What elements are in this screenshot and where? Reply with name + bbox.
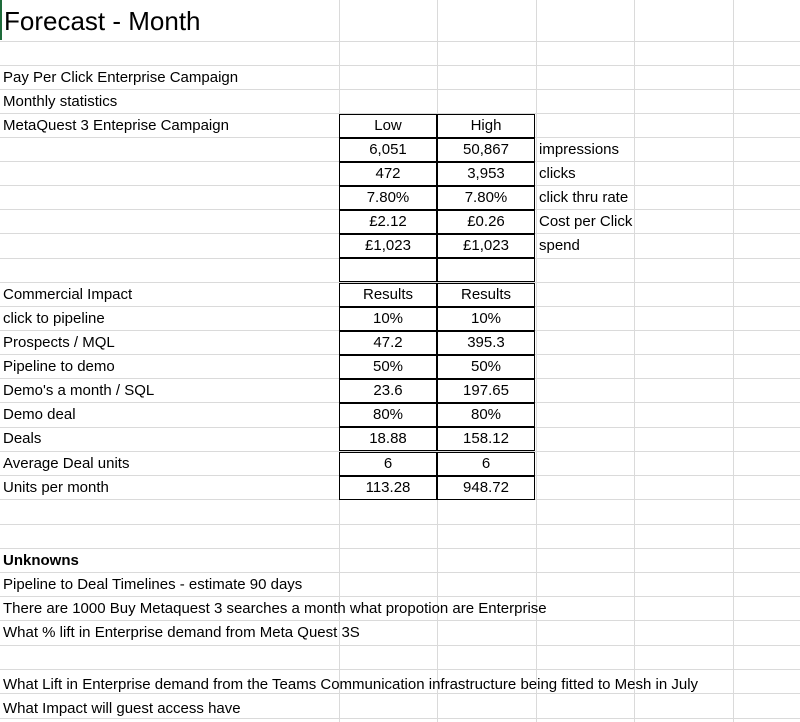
stat-low-value[interactable]: 472 [375, 165, 401, 182]
impact-low-value[interactable]: 47.2 [373, 334, 403, 351]
impact-high-value[interactable]: 395.3 [467, 334, 505, 351]
campaign-label[interactable]: MetaQuest 3 Enteprise Campaign [3, 117, 229, 134]
commercial-impact-heading[interactable]: Commercial Impact [3, 286, 133, 303]
unknown-item[interactable]: What Impact will guest access have [3, 700, 241, 717]
impact-row-label[interactable]: Pipeline to demo [3, 358, 115, 375]
stat-high-value[interactable]: 50,867 [463, 141, 509, 158]
stat-high-value[interactable]: £0.26 [467, 213, 505, 230]
gridline [0, 41, 800, 42]
stat-metric-label[interactable]: impressions [539, 141, 620, 158]
high-header[interactable]: High [470, 117, 502, 134]
impact-low-value[interactable]: 6 [383, 455, 393, 472]
unknown-item[interactable]: There are 1000 Buy Metaquest 3 searches a month what propotion are Enterprise [3, 600, 547, 617]
impact-high-value[interactable]: 80% [470, 406, 502, 423]
campaign-name[interactable]: Pay Per Click Enterprise Campaign [3, 69, 239, 86]
stat-metric-label[interactable]: spend [539, 237, 580, 254]
gridline [0, 645, 800, 646]
impact-high-value[interactable]: 948.72 [463, 479, 509, 496]
unknown-item[interactable]: What % lift in Enterprise demand from Meta Quest 3S [3, 624, 360, 641]
impact-high-value[interactable]: 50% [470, 358, 502, 375]
impact-low-value[interactable]: 113.28 [365, 479, 411, 496]
gridline [0, 524, 800, 525]
impact-low-value[interactable]: 80% [372, 406, 404, 423]
stat-metric-label[interactable]: click thru rate [539, 189, 629, 206]
impact-row-label[interactable]: click to pipeline [3, 310, 105, 327]
impact-high-value[interactable]: 158.12 [463, 430, 509, 447]
stat-metric-label[interactable]: clicks [539, 165, 576, 182]
sheet-subtitle[interactable]: Monthly statistics [3, 93, 118, 110]
stat-low-value[interactable]: £1,023 [365, 237, 411, 254]
results-header-high[interactable]: Results [460, 286, 512, 303]
impact-high-value[interactable]: 6 [481, 455, 491, 472]
unknown-item[interactable]: Pipeline to Deal Timelines - estimate 90 days [3, 576, 303, 593]
stat-low-value[interactable]: 7.80% [366, 189, 410, 206]
stat-high-value[interactable]: 7.80% [464, 189, 508, 206]
sheet-title[interactable]: Forecast - Month [4, 6, 201, 36]
stat-high-value[interactable]: £1,023 [463, 237, 509, 254]
impact-row-label[interactable]: Demo deal [3, 406, 76, 423]
impact-high-value[interactable]: 10% [470, 310, 502, 327]
stat-low-value[interactable]: 6,051 [369, 141, 407, 158]
impact-low-value[interactable]: 10% [372, 310, 404, 327]
unknown-item[interactable]: What Lift in Enterprise demand from the Teams Communication infrastructure being fitted to Mesh in July [3, 676, 699, 693]
impact-high-value[interactable]: 197.65 [463, 382, 509, 399]
stat-metric-label[interactable]: Cost per Click [539, 213, 633, 230]
impact-low-value[interactable]: 50% [372, 358, 404, 375]
gridline [733, 0, 734, 722]
impact-row-label[interactable]: Demo's a month / SQL [3, 382, 155, 399]
cell-border [437, 258, 535, 282]
stat-low-value[interactable]: £2.12 [369, 213, 407, 230]
impact-row-label[interactable]: Average Deal units [3, 455, 130, 472]
gridline [634, 0, 635, 722]
unknowns-heading[interactable]: Unknowns [3, 552, 79, 569]
impact-low-value[interactable]: 18.88 [369, 430, 407, 447]
impact-row-label[interactable]: Prospects / MQL [3, 334, 115, 351]
impact-row-label[interactable]: Units per month [3, 479, 109, 496]
impact-low-value[interactable]: 23.6 [373, 382, 403, 399]
cell-border [339, 258, 437, 282]
gridline [0, 548, 800, 549]
low-header[interactable]: Low [374, 117, 402, 134]
stat-high-value[interactable]: 3,953 [467, 165, 505, 182]
results-header-low[interactable]: Results [362, 286, 414, 303]
gridline [0, 669, 800, 670]
impact-row-label[interactable]: Deals [3, 430, 42, 447]
selected-cell-indicator [0, 0, 2, 40]
